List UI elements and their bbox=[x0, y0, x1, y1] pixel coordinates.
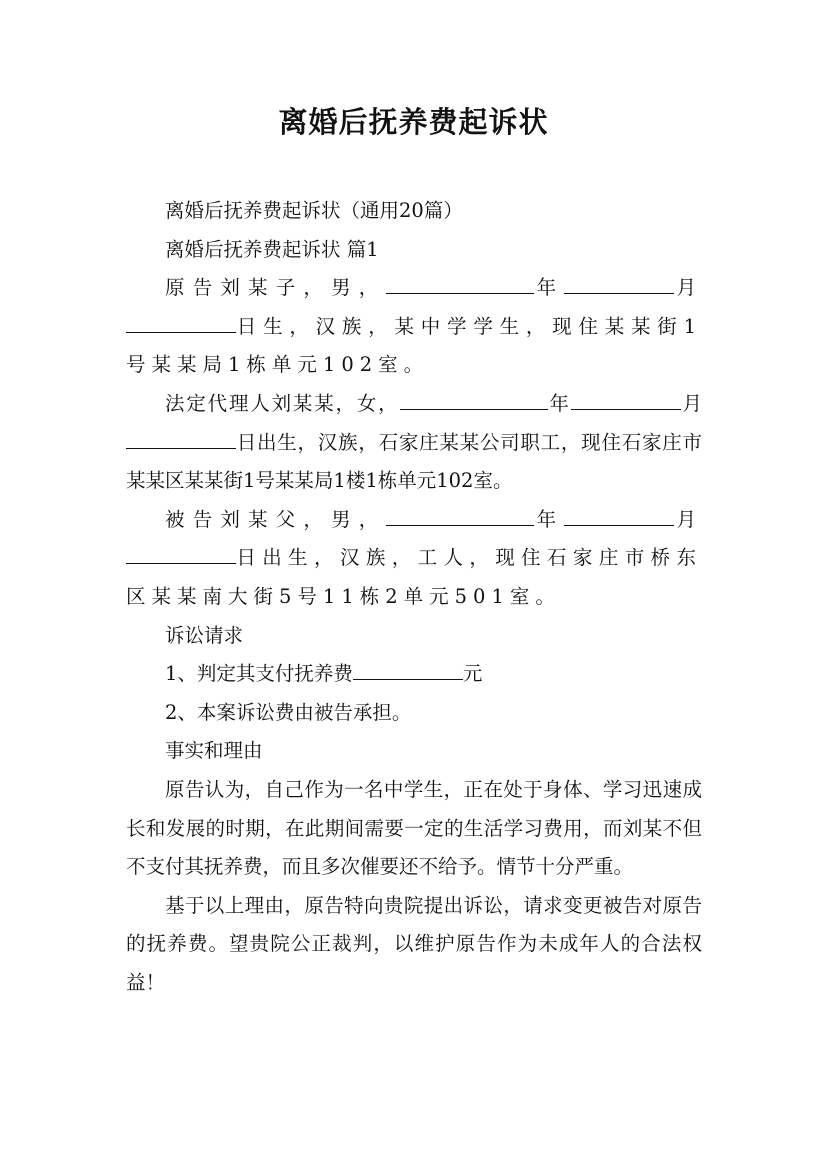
plaintiff-details: 日生，汉族，某中学学生，现住某某街1号某某局1栋单元102室。 bbox=[126, 314, 702, 377]
year-label: 年 bbox=[534, 507, 565, 531]
claim-2-paragraph: 2、本案诉讼费由被告承担。 bbox=[165, 700, 412, 724]
year-label: 年 bbox=[547, 391, 571, 415]
plaintiff-paragraph bbox=[126, 269, 702, 385]
month-label: 月 bbox=[674, 507, 702, 531]
blank-month-field bbox=[564, 273, 674, 294]
claims-heading: 诉讼请求 bbox=[165, 623, 244, 647]
month-label: 月 bbox=[680, 391, 702, 415]
subtitle-paragraph: 离婚后抚养费起诉状（通用20篇） bbox=[165, 199, 463, 222]
agent-details: 日出生，汉族，石家庄某某公司职工，现住石家庄市某某区某某街1号某某局1楼1栋单元102室。 bbox=[126, 430, 702, 493]
blank-year-field bbox=[400, 389, 548, 410]
month-label: 月 bbox=[674, 276, 702, 300]
document-title: 离婚后抚养费起诉状 bbox=[278, 105, 549, 139]
blank-day-field bbox=[126, 428, 236, 449]
document-body bbox=[126, 192, 702, 1002]
agent-paragraph bbox=[126, 385, 702, 501]
defendant-details: 日出生，汉族，工人，现住石家庄市桥东区某某南大街5号11栋2单元501室。 bbox=[126, 546, 702, 608]
defendant-paragraph bbox=[126, 501, 702, 617]
facts-heading: 事实和理由 bbox=[165, 739, 263, 763]
claim-1-text: 1、判定其支付抚养费 bbox=[165, 662, 353, 686]
agent-intro: 法定代理人刘某某，女， bbox=[165, 391, 400, 415]
claim-1-paragraph bbox=[126, 655, 702, 694]
blank-day-field bbox=[126, 543, 236, 564]
facts-paragraph-2: 基于以上理由，原告特向贵院提出诉讼，请求变更被告对原告的抚养费。望贵院公正裁判，以维护原告作为未成年人的合法权益！ bbox=[126, 893, 702, 994]
blank-month-field bbox=[564, 505, 674, 526]
defendant-intro: 被告刘某父，男， bbox=[165, 507, 387, 531]
year-label: 年 bbox=[534, 276, 565, 300]
blank-year-field bbox=[386, 505, 534, 526]
blank-amount-field bbox=[353, 659, 463, 680]
plaintiff-intro: 原告刘某子，男， bbox=[165, 276, 387, 300]
blank-month-field bbox=[571, 389, 681, 410]
facts-paragraph-1: 原告认为，自己作为一名中学生，正在处于身体、学习迅速成长和发展的时期，在此期间需要一定的生活学习费用，而刘某不但不支付其抚养费，而且多次催要还不给予。情节十分严重。 bbox=[126, 777, 702, 879]
section-title-paragraph: 离婚后抚养费起诉状 篇1 bbox=[165, 237, 379, 261]
currency-unit: 元 bbox=[462, 662, 483, 686]
blank-year-field bbox=[386, 273, 534, 294]
blank-day-field bbox=[126, 312, 236, 333]
